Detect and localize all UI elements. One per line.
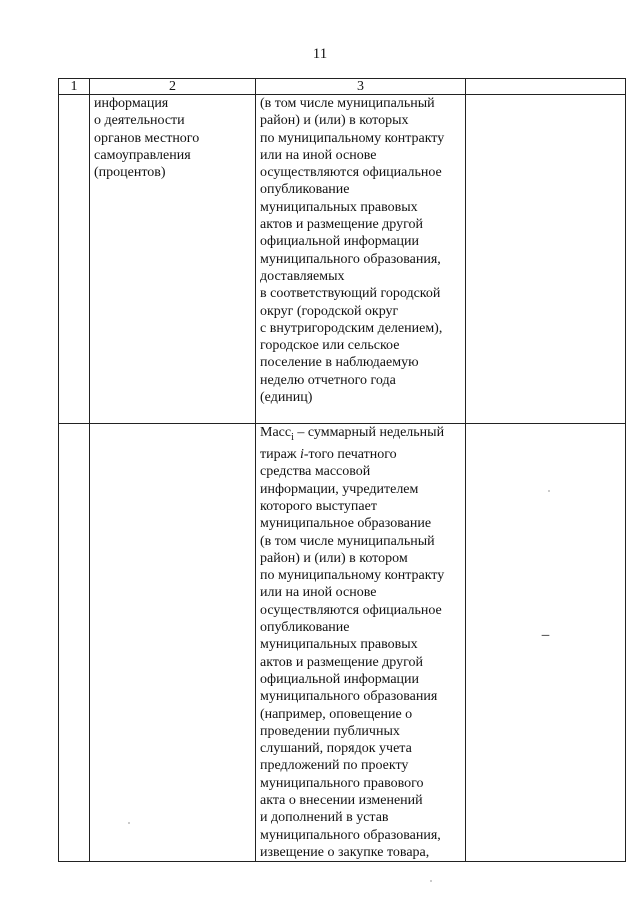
text-line: официальной информации bbox=[260, 234, 420, 250]
text-line: муниципального образования, bbox=[260, 251, 441, 267]
cell-row2-col3 bbox=[256, 424, 466, 862]
formula-suffix: – суммарный недельный bbox=[293, 425, 445, 440]
text-line: проведении публичных bbox=[260, 723, 400, 739]
text-line bbox=[260, 446, 465, 463]
cell-row2-col4 bbox=[466, 424, 626, 862]
indicator-table bbox=[58, 78, 626, 862]
formula-prefix: Масс bbox=[260, 425, 292, 440]
text-line: опубликование bbox=[260, 620, 350, 636]
text-line: слушаний, порядок учета bbox=[260, 741, 412, 757]
formula-subscript: i bbox=[291, 431, 294, 443]
text-line: или на иной основе bbox=[260, 147, 377, 163]
text-line: извещение о закупке товара, bbox=[260, 844, 430, 860]
text-line: муниципальное образование bbox=[260, 516, 432, 532]
header-col-1: 1 bbox=[59, 79, 90, 95]
text-line: актов и размещение другой bbox=[260, 654, 424, 670]
text-line: актов и размещение другой bbox=[260, 217, 424, 233]
header-col-2: 2 bbox=[90, 79, 256, 95]
table-header-row bbox=[59, 79, 626, 95]
cell-row1-col4 bbox=[466, 95, 626, 424]
text-line: поселение в наблюдаемую bbox=[260, 355, 419, 371]
text-rest: -того печатного bbox=[303, 447, 397, 463]
scan-speck bbox=[128, 822, 130, 824]
cell-row2-col1 bbox=[59, 424, 90, 862]
cell-row2-col2 bbox=[90, 424, 256, 862]
text-line: по муниципальному контракту bbox=[260, 130, 445, 146]
text-line: (единиц) bbox=[260, 390, 313, 406]
text-line: органов местного bbox=[94, 130, 200, 146]
text-line: средства массовой bbox=[260, 464, 371, 480]
header-col-3: 3 bbox=[256, 79, 466, 95]
header-col-4 bbox=[466, 79, 626, 95]
scan-speck bbox=[548, 490, 550, 492]
word-prefix: тираж bbox=[260, 447, 300, 463]
text-line: самоуправления bbox=[94, 147, 191, 163]
text-line: район) и (или) в которых bbox=[260, 113, 409, 129]
text-line: или на иной основе bbox=[260, 585, 377, 601]
cell-row1-col3 bbox=[256, 95, 466, 424]
text-line: район) и (или) в котором bbox=[260, 550, 408, 566]
text-line: неделю отчетного года bbox=[260, 372, 396, 388]
text-line: доставляемых bbox=[260, 268, 345, 284]
text-line: муниципального образования, bbox=[260, 827, 441, 843]
text-line: городское или сельское bbox=[260, 338, 400, 354]
text-line: муниципального образования bbox=[260, 689, 438, 705]
text-line: по муниципальному контракту bbox=[260, 568, 445, 584]
cell-row1-col2 bbox=[90, 95, 256, 424]
text-line: акта о внесении изменений bbox=[260, 793, 423, 809]
text-line: муниципальных правовых bbox=[260, 637, 418, 653]
text-line: с внутригородским делением), bbox=[260, 320, 443, 336]
formula-line bbox=[260, 424, 465, 446]
text-line: и дополнений в устав bbox=[260, 810, 389, 826]
dash-value: – bbox=[541, 627, 550, 643]
text-line: о деятельности bbox=[94, 113, 185, 129]
text-line: в соответствующий городской bbox=[260, 286, 441, 302]
text-line: муниципального правового bbox=[260, 775, 424, 791]
text-line: предложений по проекту bbox=[260, 758, 409, 774]
text-line: официальной информации bbox=[260, 671, 420, 687]
text-line: осуществляются официальное bbox=[260, 602, 442, 618]
scan-speck bbox=[430, 880, 432, 882]
cell-row1-col1 bbox=[59, 95, 90, 424]
text-line: информация bbox=[94, 96, 169, 111]
page-number: 11 bbox=[312, 46, 328, 62]
text-line: муниципальных правовых bbox=[260, 199, 418, 215]
table-row bbox=[59, 95, 626, 424]
table-row bbox=[59, 424, 626, 862]
text-line: (например, оповещение о bbox=[260, 706, 413, 722]
text-line: которого выступает bbox=[260, 498, 377, 514]
text-line: осуществляются официальное bbox=[260, 165, 442, 181]
text-line: (в том числе муниципальный bbox=[260, 533, 435, 549]
text-line: информации, учредителем bbox=[260, 481, 419, 497]
text-line: (процентов) bbox=[94, 165, 166, 181]
text-line: опубликование bbox=[260, 182, 350, 198]
text-line: округ (городской округ bbox=[260, 303, 399, 319]
text-line: (в том числе муниципальный bbox=[260, 96, 435, 111]
italic-index: i bbox=[300, 447, 304, 463]
